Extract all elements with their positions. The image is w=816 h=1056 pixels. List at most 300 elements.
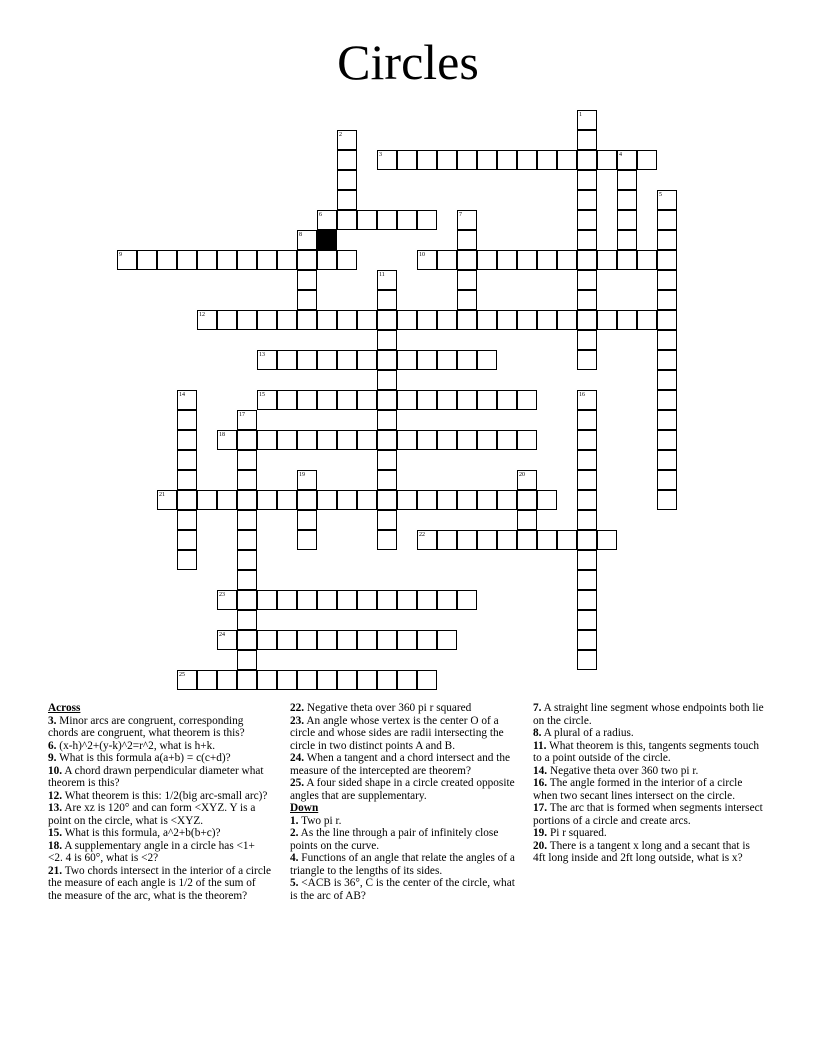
grid-cell[interactable] [237, 490, 257, 510]
grid-cell[interactable] [357, 210, 377, 230]
grid-cell[interactable] [577, 170, 597, 190]
grid-cell[interactable] [597, 310, 617, 330]
grid-cell[interactable] [337, 590, 357, 610]
grid-cell[interactable] [237, 450, 257, 470]
grid-cell[interactable] [557, 150, 577, 170]
grid-cell[interactable] [257, 430, 277, 450]
grid-cell[interactable] [197, 490, 217, 510]
grid-cell[interactable] [657, 430, 677, 450]
cell-number: 23 [219, 592, 225, 598]
grid-cell[interactable] [257, 670, 277, 690]
grid-cell[interactable] [577, 250, 597, 270]
grid-cell[interactable] [297, 250, 317, 270]
grid-cell[interactable] [577, 590, 597, 610]
grid-cell[interactable] [237, 510, 257, 530]
grid-cell[interactable] [297, 630, 317, 650]
grid-cell[interactable] [497, 150, 517, 170]
grid-cell[interactable] [497, 310, 517, 330]
grid-cell[interactable] [657, 490, 677, 510]
grid-cell[interactable] [397, 590, 417, 610]
clue-number: 15. [48, 827, 63, 839]
grid-cell[interactable] [657, 450, 677, 470]
down-clue [290, 827, 518, 852]
grid-cell[interactable] [637, 150, 657, 170]
cell-number: 5 [659, 192, 662, 198]
grid-cell[interactable] [457, 270, 477, 290]
grid-cell[interactable] [657, 290, 677, 310]
grid-cell[interactable] [437, 310, 457, 330]
grid-cell[interactable] [397, 430, 417, 450]
grid-cell[interactable] [617, 210, 637, 230]
grid-cell[interactable] [377, 410, 397, 430]
grid-cell[interactable] [437, 150, 457, 170]
grid-cell[interactable] [417, 430, 437, 450]
cell-number: 18 [219, 432, 225, 438]
grid-cell[interactable] [617, 230, 637, 250]
grid-cell[interactable] [277, 490, 297, 510]
grid-cell[interactable] [377, 210, 397, 230]
grid-cell[interactable] [497, 250, 517, 270]
grid-cell[interactable] [417, 350, 437, 370]
grid-cell[interactable] [477, 490, 497, 510]
grid-cell[interactable] [317, 590, 337, 610]
grid-cell[interactable] [577, 290, 597, 310]
grid-cell[interactable] [297, 670, 317, 690]
grid-cell[interactable] [617, 250, 637, 270]
clue-number: 1. [290, 814, 299, 827]
grid-cell[interactable] [437, 530, 457, 550]
grid-cell[interactable] [297, 430, 317, 450]
grid-cell[interactable] [437, 390, 457, 410]
grid-cell[interactable] [277, 590, 297, 610]
grid-cell[interactable] [317, 490, 337, 510]
grid-cell[interactable] [477, 150, 497, 170]
grid-cell[interactable] [197, 670, 217, 690]
across-clue [48, 765, 272, 790]
grid-cell[interactable] [257, 590, 277, 610]
grid-cell[interactable] [397, 630, 417, 650]
grid-cell[interactable] [477, 390, 497, 410]
across-clue [48, 865, 272, 903]
grid-cell[interactable] [657, 230, 677, 250]
grid-cell[interactable] [297, 290, 317, 310]
grid-cell[interactable] [237, 650, 257, 670]
down-clue [290, 815, 518, 828]
grid-cell[interactable] [217, 490, 237, 510]
grid-cell[interactable] [577, 650, 597, 670]
grid-cell[interactable] [577, 310, 597, 330]
clue-text: A supplementary angle in a circle has <1+ <2. 4 is 60°, what is <2? [48, 839, 255, 864]
grid-cell[interactable] [577, 210, 597, 230]
grid-cell[interactable] [337, 150, 357, 170]
grid-cell[interactable] [457, 490, 477, 510]
grid-cell[interactable] [537, 310, 557, 330]
grid-cell[interactable] [497, 430, 517, 450]
grid-cell[interactable] [197, 250, 217, 270]
grid-cell[interactable] [537, 150, 557, 170]
clue-text: Negative theta over 360 two pi r. [547, 764, 699, 777]
clues-column-1 [48, 702, 272, 902]
grid-cell[interactable] [657, 370, 677, 390]
grid-cell[interactable] [177, 490, 197, 510]
cell-number: 10 [419, 252, 425, 258]
grid-cell[interactable] [337, 350, 357, 370]
grid-cell[interactable] [217, 670, 237, 690]
grid-cell[interactable] [517, 510, 537, 530]
grid-cell[interactable] [377, 670, 397, 690]
grid-cell[interactable] [237, 530, 257, 550]
grid-cell[interactable] [297, 510, 317, 530]
grid-cell[interactable] [237, 430, 257, 450]
grid-cell[interactable] [337, 430, 357, 450]
grid-cell[interactable] [377, 370, 397, 390]
down-clue [533, 740, 765, 765]
cell-number: 20 [519, 472, 525, 478]
grid-cell[interactable] [517, 490, 537, 510]
grid-cell[interactable] [437, 350, 457, 370]
grid-cell[interactable] [297, 490, 317, 510]
grid-cell[interactable] [297, 350, 317, 370]
grid-cell[interactable] [457, 390, 477, 410]
clue-number: 8. [533, 727, 542, 739]
grid-cell[interactable] [277, 630, 297, 650]
grid-cell[interactable] [557, 530, 577, 550]
grid-cell[interactable] [577, 330, 597, 350]
down-clue [533, 727, 765, 740]
grid-cell[interactable] [457, 530, 477, 550]
grid-cell[interactable] [437, 490, 457, 510]
grid-cell[interactable] [397, 390, 417, 410]
grid-cell[interactable] [257, 630, 277, 650]
grid-cell[interactable] [657, 390, 677, 410]
grid-cell[interactable] [377, 470, 397, 490]
grid-cell[interactable] [337, 310, 357, 330]
grid-cell[interactable] [177, 510, 197, 530]
grid-cell[interactable] [517, 310, 537, 330]
down-clue [533, 777, 765, 802]
grid-cell[interactable] [297, 590, 317, 610]
grid-cell[interactable] [357, 430, 377, 450]
grid-cell[interactable] [657, 270, 677, 290]
grid-cell[interactable] [377, 510, 397, 530]
grid-cell[interactable] [217, 310, 237, 330]
grid-cell[interactable] [317, 670, 337, 690]
grid-cell[interactable] [557, 250, 577, 270]
grid-cell[interactable] [637, 310, 657, 330]
grid-cell[interactable] [517, 150, 537, 170]
grid-cell[interactable] [577, 270, 597, 290]
grid-cell[interactable] [657, 350, 677, 370]
grid-cell[interactable] [457, 150, 477, 170]
grid-cell[interactable] [557, 310, 577, 330]
grid-cell[interactable] [357, 630, 377, 650]
grid-cell[interactable] [377, 310, 397, 330]
grid-cell[interactable] [377, 450, 397, 470]
grid-cell[interactable] [617, 170, 637, 190]
grid-cell[interactable] [177, 470, 197, 490]
grid-cell[interactable] [237, 310, 257, 330]
grid-cell[interactable] [357, 590, 377, 610]
grid-cell[interactable] [177, 410, 197, 430]
grid-cell[interactable] [377, 290, 397, 310]
grid-cell[interactable] [317, 350, 337, 370]
grid-cell[interactable] [277, 250, 297, 270]
grid-cell[interactable] [317, 250, 337, 270]
grid-cell[interactable] [337, 170, 357, 190]
grid-cell[interactable] [317, 310, 337, 330]
grid-cell[interactable] [657, 330, 677, 350]
grid-cell[interactable] [317, 390, 337, 410]
grid-cell[interactable] [417, 590, 437, 610]
cell-number: 17 [239, 412, 245, 418]
cell-number: 14 [179, 392, 185, 398]
grid-cell[interactable] [257, 250, 277, 270]
grid-cell[interactable] [377, 490, 397, 510]
grid-cell[interactable] [357, 350, 377, 370]
clue-number: 21. [48, 864, 63, 877]
grid-cell[interactable] [457, 350, 477, 370]
cell-number: 16 [579, 392, 585, 398]
grid-cell[interactable] [297, 530, 317, 550]
grid-cell[interactable] [517, 430, 537, 450]
grid-cell[interactable] [417, 150, 437, 170]
grid-cell[interactable] [297, 310, 317, 330]
grid-cell[interactable] [397, 150, 417, 170]
grid-cell[interactable] [397, 310, 417, 330]
grid-cell[interactable] [517, 250, 537, 270]
grid-cell[interactable] [417, 490, 437, 510]
grid-cell[interactable] [577, 510, 597, 530]
grid-cell[interactable] [357, 310, 377, 330]
down-clue [533, 840, 765, 865]
clue-text: What is this formula a(a+b) = c(c+d)? [56, 752, 231, 764]
clue-number: 2. [290, 827, 299, 839]
grid-cell[interactable] [237, 570, 257, 590]
grid-cell[interactable] [657, 410, 677, 430]
grid-cell[interactable] [357, 670, 377, 690]
grid-cell[interactable] [237, 590, 257, 610]
grid-cell[interactable] [357, 490, 377, 510]
grid-cell[interactable] [477, 310, 497, 330]
grid-cell[interactable] [417, 670, 437, 690]
grid-cell[interactable] [377, 630, 397, 650]
grid-cell[interactable] [477, 430, 497, 450]
grid-cell[interactable] [537, 490, 557, 510]
cell-number: 25 [179, 672, 185, 678]
grid-cell[interactable] [577, 350, 597, 370]
grid-cell[interactable] [177, 530, 197, 550]
grid-cell[interactable] [477, 530, 497, 550]
grid-cell[interactable] [497, 530, 517, 550]
grid-cell[interactable] [177, 250, 197, 270]
grid-cell[interactable] [277, 390, 297, 410]
grid-cell[interactable] [437, 250, 457, 270]
down-heading: Down [290, 802, 319, 814]
grid-cell[interactable] [277, 430, 297, 450]
grid-cell[interactable] [457, 250, 477, 270]
grid-cell[interactable] [657, 470, 677, 490]
grid-cell[interactable] [437, 630, 457, 650]
grid-cell[interactable] [497, 490, 517, 510]
grid-cell[interactable] [417, 310, 437, 330]
grid-cell[interactable] [657, 310, 677, 330]
grid-cell[interactable] [577, 190, 597, 210]
grid-cell[interactable] [237, 250, 257, 270]
grid-cell[interactable] [517, 530, 537, 550]
grid-cell[interactable] [257, 310, 277, 330]
grid-cell[interactable] [157, 250, 177, 270]
grid-cell[interactable] [177, 450, 197, 470]
grid-cell[interactable] [577, 550, 597, 570]
clue-text: A chord drawn perpendicular diameter what theorem is this? [48, 764, 264, 789]
grid-cell[interactable] [657, 210, 677, 230]
grid-cell[interactable] [337, 390, 357, 410]
clue-text: A plural of a radius. [541, 727, 634, 739]
grid-cell[interactable] [137, 250, 157, 270]
grid-cell[interactable] [517, 390, 537, 410]
grid-cell[interactable] [237, 550, 257, 570]
down-clue [533, 765, 765, 778]
page-title: Circles [337, 34, 479, 90]
grid-cell[interactable] [537, 250, 557, 270]
grid-cell[interactable] [437, 590, 457, 610]
clue-text: Minor arcs are congruent, corresponding chords are congruent, what theorem is this? [48, 714, 245, 739]
grid-cell[interactable] [277, 310, 297, 330]
grid-cell[interactable] [397, 490, 417, 510]
cell-number: 22 [419, 532, 425, 538]
grid-cell[interactable] [257, 490, 277, 510]
grid-cell[interactable] [377, 430, 397, 450]
clue-number: 17. [533, 802, 548, 814]
grid-cell[interactable] [237, 470, 257, 490]
grid-cell[interactable] [377, 530, 397, 550]
grid-cell[interactable] [177, 550, 197, 570]
grid-cell[interactable] [277, 670, 297, 690]
grid-cell[interactable] [477, 350, 497, 370]
grid-cell[interactable] [337, 190, 357, 210]
clue-number: 20. [533, 839, 548, 852]
grid-cell[interactable] [477, 250, 497, 270]
grid-cell[interactable] [577, 230, 597, 250]
clue-text: When a tangent and a chord intersect and the measure of the intercepted are theorem? [290, 752, 511, 777]
grid-cell[interactable] [177, 430, 197, 450]
grid-cell[interactable] [397, 210, 417, 230]
grid-cell[interactable] [337, 490, 357, 510]
clue-number: 6. [48, 739, 57, 752]
grid-cell[interactable] [457, 430, 477, 450]
grid-cell[interactable] [577, 530, 597, 550]
grid-cell[interactable] [657, 250, 677, 270]
grid-cell[interactable] [537, 530, 557, 550]
grid-cell[interactable] [597, 150, 617, 170]
grid-cell[interactable] [317, 630, 337, 650]
clue-text: Are xz is 120° and can form <XYZ. Y is a point on the circle, what is <XYZ. [48, 802, 256, 827]
grid-cell[interactable] [417, 390, 437, 410]
grid-cell[interactable] [237, 670, 257, 690]
grid-cell[interactable] [297, 270, 317, 290]
grid-cell[interactable] [237, 630, 257, 650]
grid-cell[interactable] [377, 330, 397, 350]
grid-cell[interactable] [377, 350, 397, 370]
grid-cell[interactable] [337, 670, 357, 690]
clue-number: 23. [290, 714, 305, 727]
grid-cell[interactable] [377, 390, 397, 410]
clue-text: What theorem is this: 1/2(big arc-small arc)? [62, 789, 268, 802]
down-clue [533, 702, 765, 727]
grid-cell[interactable] [457, 290, 477, 310]
grid-cell[interactable] [577, 130, 597, 150]
grid-cell[interactable] [617, 190, 637, 210]
clue-number: 14. [533, 764, 548, 777]
grid-cell[interactable] [437, 430, 457, 450]
grid-cell[interactable] [577, 570, 597, 590]
grid-cell[interactable] [577, 410, 597, 430]
grid-cell[interactable] [397, 670, 417, 690]
across-clue [290, 715, 518, 753]
grid-cell[interactable] [497, 390, 517, 410]
grid-cell[interactable] [217, 250, 237, 270]
grid-cell[interactable] [337, 630, 357, 650]
grid-cell[interactable] [297, 390, 317, 410]
clue-number: 24. [290, 752, 305, 764]
grid-cell[interactable] [637, 250, 657, 270]
grid-cell[interactable] [457, 310, 477, 330]
grid-cell[interactable] [277, 350, 297, 370]
grid-cell[interactable] [417, 630, 437, 650]
grid-cell[interactable] [317, 430, 337, 450]
clue-text: Pi r squared. [547, 827, 607, 839]
grid-cell[interactable] [397, 350, 417, 370]
clue-text: Functions of an angle that relate the angles of a triangle to the lengths of its sides. [290, 852, 515, 877]
black-square [317, 230, 337, 250]
grid-cell[interactable] [337, 250, 357, 270]
grid-cell[interactable] [337, 210, 357, 230]
grid-cell[interactable] [237, 610, 257, 630]
grid-cell[interactable] [577, 450, 597, 470]
grid-cell[interactable] [377, 590, 397, 610]
clue-text: There is a tangent x long and a secant that is 4ft long inside and 2ft long outside, what is x? [533, 839, 750, 864]
clue-number: 16. [533, 777, 548, 789]
grid-cell[interactable] [457, 590, 477, 610]
grid-cell[interactable] [417, 210, 437, 230]
grid-cell[interactable] [457, 230, 477, 250]
cell-number: 11 [379, 272, 385, 278]
clue-text: Two pi r. [298, 814, 342, 827]
grid-cell[interactable] [577, 490, 597, 510]
clue-text: The arc that is formed when segments intersect portions of a circle and create arcs. [533, 802, 763, 827]
grid-cell[interactable] [577, 610, 597, 630]
grid-cell[interactable] [357, 390, 377, 410]
grid-cell[interactable] [617, 310, 637, 330]
clue-number: 25. [290, 777, 305, 789]
clue-text: An angle whose vertex is the center O of a circle and whose sides are radii intersecting the circle in two distinct points A and B. [290, 714, 504, 752]
cell-number: 4 [619, 152, 622, 158]
across-clue [48, 752, 272, 765]
grid-cell[interactable] [597, 530, 617, 550]
across-clue [290, 702, 518, 715]
clue-text: <ACB is 36°, C is the center of the circle, what is the arc of AB? [290, 877, 515, 902]
grid-cell[interactable] [577, 630, 597, 650]
across-heading: Across [48, 702, 81, 714]
cell-number: 8 [299, 232, 302, 238]
grid-cell[interactable] [577, 470, 597, 490]
grid-cell[interactable] [577, 150, 597, 170]
grid-cell[interactable] [577, 430, 597, 450]
grid-cell[interactable] [597, 250, 617, 270]
cell-number: 2 [339, 132, 342, 138]
across-clue [48, 827, 272, 840]
down-clue [533, 827, 765, 840]
